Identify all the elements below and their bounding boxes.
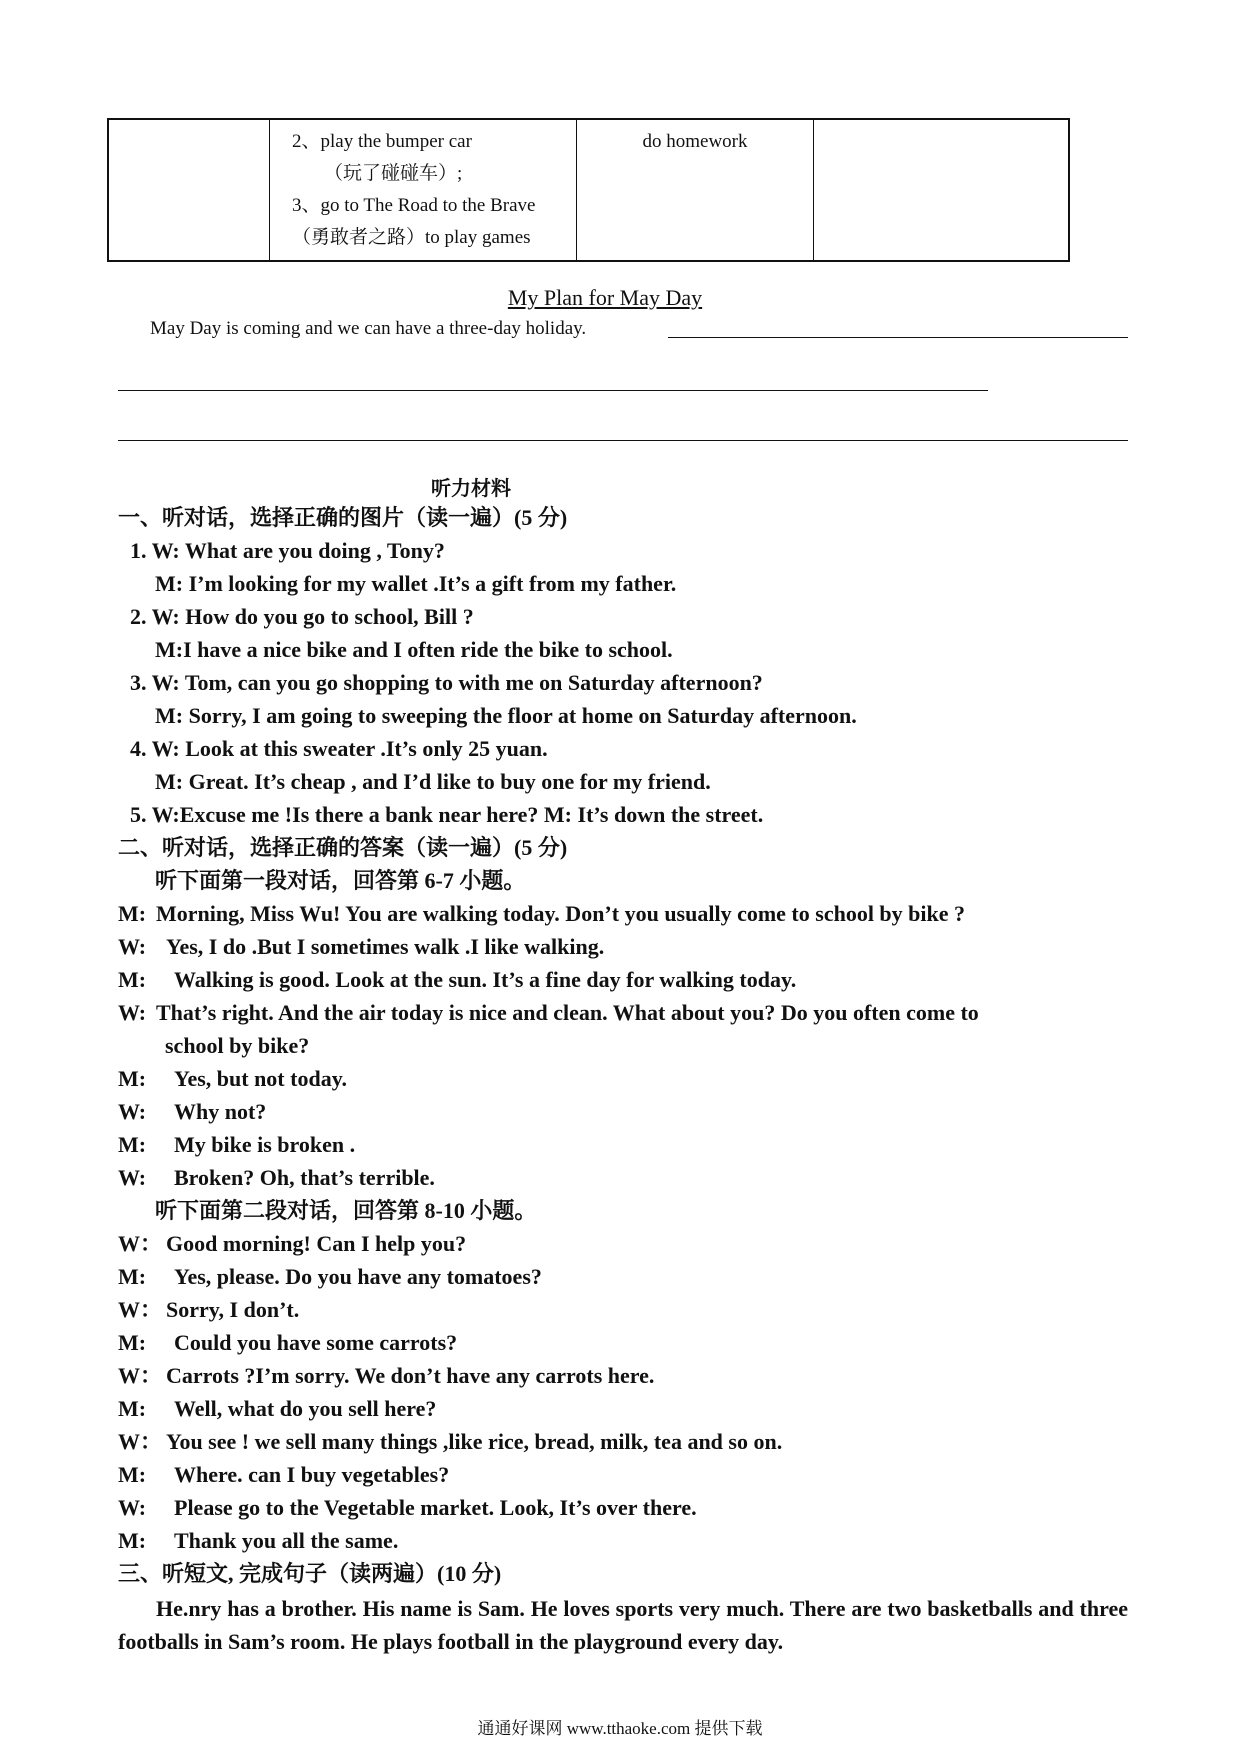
speaker-label: W:: [118, 1495, 147, 1520]
dialogue-line: M: Sorry, I am going to sweeping the floor at home on Saturday afternoon.: [155, 703, 857, 728]
dialogue-text: Walking is good. Look at the sun. It’s a fine day for walking today.: [174, 967, 797, 992]
dialogue-line: M:I have a nice bike and I often ride the bike to school.: [155, 637, 673, 662]
dialogue-line: 5. W:Excuse me !Is there a bank near here? M: It’s down the street.: [130, 802, 764, 827]
dialogue-text: That’s right. And the air today is nice and clean. What about you? Do you often come to: [156, 1000, 979, 1025]
dialogue-line: M: Great. It’s cheap , and I’d like to buy one for my friend.: [155, 769, 711, 794]
dialogue-line: 1. W: What are you doing , Tony?: [130, 538, 445, 563]
speaker-label: W：: [118, 1231, 163, 1256]
dialogue-text: school by bike?: [165, 1033, 310, 1058]
dialogue-text: Morning, Miss Wu! You are walking today. Don’t you usually come to school by bike ?: [156, 901, 966, 926]
homework-text: do homework: [642, 131, 748, 152]
essay-intro: May Day is coming and we can have a three-day holiday.: [150, 318, 587, 339]
footer-credit: 通通好课网 www.tthaoke.com 提供下载: [477, 1719, 763, 1738]
speaker-label: M:: [118, 1330, 147, 1355]
speaker-label: M:: [118, 1396, 147, 1421]
table-row: [108, 119, 1069, 261]
section-3-heading: 三、听短文, 完成句子（读两遍）(10 分): [118, 1561, 502, 1586]
listening-passage: He.nry has a brother. His name is Sam. He loves sports very much. There are two basketballs and three footballs in Sam’s room. He plays football in the playground every day.: [118, 1596, 1128, 1654]
speaker-label: W:: [118, 1099, 147, 1124]
speaker-label: M:: [118, 1264, 147, 1289]
dialogue-text: Broken? Oh, that’s terrible.: [174, 1165, 435, 1190]
dialogue-text: Sorry, I don’t.: [166, 1297, 300, 1322]
speaker-label: W:: [118, 1165, 147, 1190]
dialogue-text: Please go to the Vegetable market. Look, It’s over there.: [174, 1495, 697, 1520]
table-cell-homework: [577, 119, 814, 261]
writing-line: [118, 440, 1128, 441]
activity-line: （玩了碰碰车）;: [324, 163, 463, 184]
dialogue-text: Good morning! Can I help you?: [166, 1231, 467, 1256]
speaker-label: W:: [118, 934, 147, 959]
activity-line: 2、play the bumper car: [292, 131, 472, 152]
plan-table: [107, 118, 1070, 262]
writing-line: [118, 390, 988, 391]
listening-title: 听力材料: [431, 478, 511, 500]
table-cell-empty-2: [814, 119, 1070, 261]
dialogue-1-intro: 听下面第一段对话，回答第 6-7 小题。: [155, 868, 526, 893]
essay-title: My Plan for May Day: [507, 285, 703, 310]
dialogue-text: Where. can I buy vegetables?: [174, 1462, 450, 1487]
speaker-label: M:: [118, 1066, 147, 1091]
table-cell-empty-1: [108, 119, 270, 261]
dialogue-line: M: I’m looking for my wallet .It’s a gift from my father.: [155, 571, 677, 596]
dialogue-text: Carrots ?I’m sorry. We don’t have any carrots here.: [166, 1363, 655, 1388]
dialogue-line: 2. W: How do you go to school, Bill ?: [130, 604, 474, 629]
dialogue-text: Could you have some carrots?: [174, 1330, 458, 1355]
dialogue-2-intro: 听下面第二段对话，回答第 8-10 小题。: [155, 1198, 537, 1223]
table-cell-activities: [270, 119, 577, 261]
dialogue-text: My bike is broken .: [174, 1132, 356, 1157]
speaker-label: W:: [118, 1000, 147, 1025]
dialogue-text: Thank you all the same.: [174, 1528, 399, 1553]
speaker-label: W：: [118, 1297, 163, 1322]
speaker-label: M:: [118, 1132, 147, 1157]
dialogue-text: Yes, but not today.: [174, 1066, 347, 1091]
dialogue-text: Well, what do you sell here?: [174, 1396, 437, 1421]
speaker-label: M:: [118, 967, 147, 992]
speaker-label: W：: [118, 1429, 163, 1454]
section-2-heading: 二、听对话，选择正确的答案（读一遍）(5 分): [118, 835, 568, 860]
speaker-label: W：: [118, 1363, 163, 1388]
activity-line: 3、go to The Road to the Brave: [292, 195, 536, 216]
dialogue-text: Yes, please. Do you have any tomatoes?: [174, 1264, 542, 1289]
speaker-label: M:: [118, 901, 147, 926]
section-1-heading: 一、听对话，选择正确的图片（读一遍）(5 分): [118, 505, 568, 530]
activity-line: （勇敢者之路）to play games: [292, 227, 531, 248]
writing-line: [668, 337, 1128, 338]
dialogue-text: Yes, I do .But I sometimes walk .I like walking.: [166, 934, 605, 959]
speaker-label: M:: [118, 1528, 147, 1553]
dialogue-text: You see ! we sell many things ,like rice, bread, milk, tea and so on.: [166, 1429, 783, 1454]
dialogue-line: 4. W: Look at this sweater .It’s only 25 yuan.: [130, 736, 548, 761]
speaker-label: M:: [118, 1462, 147, 1487]
dialogue-line: 3. W: Tom, can you go shopping to with me on Saturday afternoon?: [130, 670, 763, 695]
dialogue-text: Why not?: [174, 1099, 267, 1124]
